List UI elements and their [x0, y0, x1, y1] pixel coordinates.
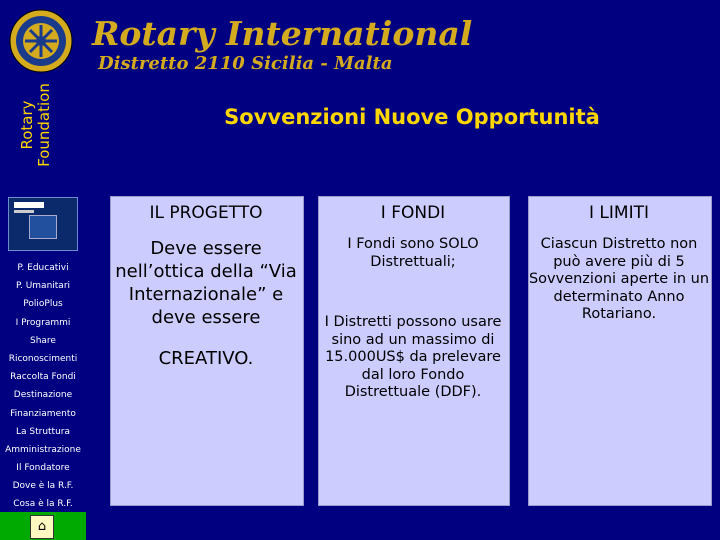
progetto-text: Deve essere nell’ottica della “Via Internazionale” e deve essere [115, 238, 297, 328]
sidebar-item-fondatore[interactable]: Il Fondatore [16, 463, 70, 474]
sidebar-item-dove[interactable]: Dove è la R.F. [12, 481, 74, 492]
sidebar-item-share[interactable]: Share [30, 335, 56, 346]
heading-progetto: IL PROGETTO [149, 203, 263, 223]
sidebar-item-cosa[interactable]: Cosa è la R.F. [13, 499, 73, 510]
sidebar-item-raccolta-fondi[interactable]: Raccolta Fondi [10, 372, 76, 383]
sidebar-item-finanziamento[interactable]: Finanziamento [10, 408, 76, 419]
heading-fondi: I FONDI [380, 203, 446, 223]
sidebar-item-amministrazione[interactable]: Amministrazione [5, 444, 81, 455]
vertical-label-line1: Rotary [18, 100, 36, 150]
fondi-text-2: I Distretti possono usare sino ad un massimo di 15.000US$ da prelevare dal loro Fondo Distrettuale (DDF). [324, 314, 502, 400]
brand-title: Rotary International [92, 14, 473, 53]
sidebar-item-destinazione[interactable]: Destinazione [13, 390, 73, 401]
sidebar-item-educativi[interactable]: P. Educativi [17, 263, 69, 273]
progetto-text-creativo: CREATIVO. [158, 348, 254, 369]
brand-subtitle: Distretto 2110 Sicilia - Malta [98, 53, 393, 74]
page-title: Sovvenzioni Nuove Opportunità [224, 105, 600, 129]
fondi-text: I Fondi sono SOLO Distrettuali; [347, 236, 479, 270]
rotary-foundation-vertical-label [19, 55, 53, 195]
sidebar-item-struttura[interactable]: La Struttura [15, 426, 70, 437]
limiti-text: Ciascun Distretto non può avere più di 5 Sovvenzioni aperte in un determinato Anno Rotariano. [528, 236, 710, 322]
sidebar-item-programmi[interactable]: I Programmi [15, 317, 71, 328]
home-icon[interactable]: ⌂ [30, 515, 54, 539]
thumbnail-image [8, 197, 78, 251]
vertical-label-line2: Foundation [35, 83, 53, 167]
sidebar-item-umanitari[interactable]: P. Umanitari [15, 281, 71, 292]
sidebar-nav [0, 259, 86, 514]
heading-limiti: I LIMITI [589, 203, 649, 223]
sidebar-item-riconoscimenti[interactable]: Riconoscimenti [8, 353, 78, 364]
sidebar-item-polioplus[interactable]: PolioPlus [23, 299, 63, 310]
